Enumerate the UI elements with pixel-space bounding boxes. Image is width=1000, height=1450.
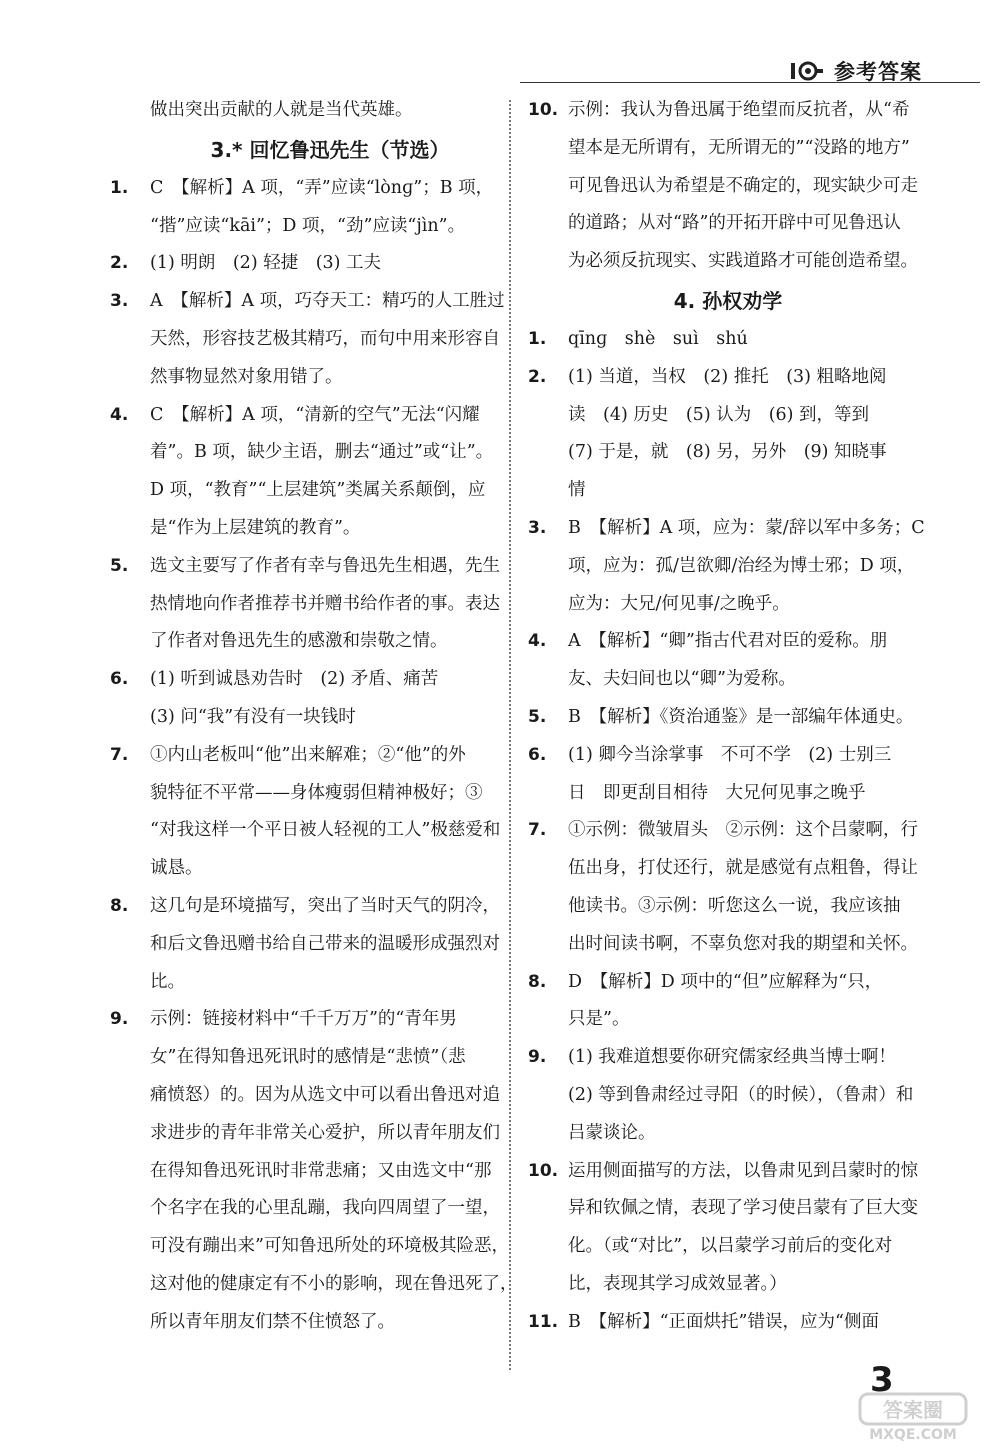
section-title: 3.* 回忆鲁迅先生（节选） [210,137,450,162]
answer-item [110,283,550,321]
answer-text-continued: 着”。B 项，缺少主语，删去“通过”或“让”。 [150,442,494,463]
answer-text: (1) 卿今当涂掌事 不可不学 (2) 士别三 [568,744,892,765]
header-title: 参考答案 [834,60,922,84]
answer-text: 这几句是环境描写，突出了当时天气的阴冷， [150,895,500,916]
answer-text: 运用侧面描写的方法，以鲁肃见到吕蒙时的惊 [568,1160,918,1181]
answer-item [528,964,928,1002]
answer-text-continued: 然事物显然对象用错了。 [150,366,343,387]
svg-text:MXQE.COM: MXQE.COM [869,1427,957,1442]
book-logo-icon [790,60,824,82]
answer-text-continued: 是“作为上层建筑的教育”。 [150,517,361,538]
answer-item [110,170,550,208]
answer-text: D 【解析】D 项中的“但”应解释为“只， [568,971,883,992]
answer-text-continued: 的道路；从对“路”的开拓开辟中可见鲁迅认 [568,213,901,234]
right-column [528,92,928,1342]
answer-text: A 【解析】“卿”指古代君对臣的爱称。朋 [568,631,888,652]
answer-number: 3. [528,517,547,538]
answer-text: (1) 我难道想要你研究儒家经典当博士啊！ [568,1047,896,1068]
left-column [110,92,550,1342]
answer-number: 6. [110,669,129,690]
answer-item [110,245,550,283]
answer-text-continued: 求进步的青年非常关心爱护，所以青年朋友们 [150,1122,500,1143]
answer-text: (1) 听到诚恳劝告时 (2) 矛盾、痛苦 [150,669,439,690]
answer-text-continued: 望本是无所谓有，无所谓无的”“没路的地方” [568,137,910,158]
answer-text-continued: 痛愤怒）的。因为从选文中可以看出鲁迅对追 [150,1084,500,1105]
answer-text-continued: 诚恳。 [150,858,203,879]
answer-number: 4. [528,631,547,652]
answer-item [528,92,928,130]
answer-text-continued: 貌特征不平常——身体瘦弱但精神极好；③ [150,782,483,803]
answer-text: ①示例：微皱眉头 ②示例：这个吕蒙啊，行 [568,820,918,841]
answer-number: 9. [110,1009,129,1030]
answer-item [528,1304,928,1342]
answer-item [528,510,928,548]
answer-item [528,623,928,661]
answer-number: 8. [528,971,547,992]
answer-text-continued: 友、夫妇间也以“卿”为爱称。 [568,669,796,690]
answer-text-continued: (2) 等到鲁肃经过寻阳（的时候），（鲁肃）和 [568,1084,914,1105]
answer-text-continued: (7) 于是，就 (8) 另，另外 (9) 知晓事 [568,442,887,463]
answer-text-continued: 比。 [150,971,185,992]
answer-text: B 【解析】A 项，应为：蒙/辞以军中多务；C [568,517,925,538]
answer-item [110,1001,550,1039]
answer-number: 9. [528,1047,547,1068]
answer-number: 6. [528,744,547,765]
answer-item [528,812,928,850]
answer-text-continued: 热情地向作者推荐书并赠书给作者的事。表达 [150,593,500,614]
svg-text:答案圈: 答案圈 [883,1398,943,1422]
answer-text-continued: 比，表现其学习成效显著。） [568,1273,787,1294]
answer-text-continued: 可没有蹦出来”可知鲁迅所处的环境极其险恶， [150,1236,509,1257]
answer-item [528,1039,928,1077]
answer-text-continued: “对我这样一个平日被人轻视的工人”极慈爱和 [150,820,501,841]
answer-number: 7. [528,820,547,841]
answer-text-continued: 日 即更刮目相待 大兄何见事之晚乎 [568,782,866,803]
answer-text: C 【解析】A 项，“弄”应读“lònɡ”；B 项， [150,177,494,198]
answer-item [110,397,550,435]
answer-number: 8. [110,895,129,916]
page-number: 3 [870,1360,894,1400]
answer-number: 1. [528,328,547,349]
answer-item [528,359,928,397]
answer-text: 做出突出贡献的人就是当代英雄。 [150,100,413,120]
answer-text: (1) 当道，当权 (2) 推托 (3) 粗略地阅 [568,366,887,387]
answer-text-continued: 为必须反抗现实、实践道路才可能创造希望。 [568,251,918,272]
answer-number: 5. [528,706,547,727]
answer-text-continued: 和后文鲁迅赠书给自己带来的温暖形成强烈对 [150,933,500,954]
answer-text-continued: 读 (4) 历史 (5) 认为 (6) 到，等到 [568,404,870,425]
answer-item [110,888,550,926]
answer-text-continued: 应为：大兄/何见事/之晚乎。 [568,593,790,614]
answer-item [110,661,550,699]
answer-text-continued: 吕蒙谈论。 [568,1122,656,1143]
answer-text: 示例：链接材料中“千千万万”的“青年男 [150,1009,457,1030]
answer-text: (1) 明朗 (2) 轻捷 (3) 工夫 [150,253,382,274]
answer-number: 10. [528,1160,559,1181]
answer-text-continued: 项，应为：孤/岂欲卿/治经为博士邪；D 项， [568,555,915,576]
answer-number: 5. [110,555,129,576]
answer-number [110,92,150,130]
answer-text-continued: 情 [568,480,586,501]
header-rule [520,82,980,83]
answer-text-continued: 所以青年朋友们禁不住愤怒了。 [150,1311,395,1332]
answer-text-continued: 他读书。③示例：听您这么一说，我应该抽 [568,895,901,916]
answer-number: 4. [110,404,129,425]
answer-item [110,548,550,586]
answer-text: C 【解析】A 项，“清新的空气”无法“闪耀 [150,404,480,425]
answer-text-continued: 天然，形容技艺极其精巧，而句中用来形容自 [150,328,500,349]
answer-text-continued: (3) 问“我”有没有一块钱时 [150,706,356,727]
answer-text: A 【解析】A 项，巧夺天工：精巧的人工胜过 [150,291,505,312]
answer-text: ①内山老板叫“他”出来解难；②“他”的外 [150,744,466,765]
answer-text-continued: 只是”。 [568,1009,630,1030]
answer-item [528,737,928,775]
answer-item [110,92,550,130]
answer-text-continued: 异和钦佩之情，表现了学习使吕蒙有了巨大变 [568,1198,918,1219]
answer-number: 2. [110,253,129,274]
answer-number: 3. [110,291,129,312]
answer-text: B 【解析】《资治通鉴》是一部编年体通史。 [568,706,914,727]
answer-number: 10. [528,100,559,120]
answer-number: 1. [110,177,129,198]
answer-item [528,699,928,737]
answer-text-continued: 这对他的健康定有不小的影响，现在鲁迅死了， [150,1273,518,1294]
answer-text: 示例：我认为鲁迅属于绝望而反抗者，从“希 [568,100,910,120]
answer-text-continued: 在得知鲁迅死讯时非常悲痛；又由选文中“那 [150,1160,492,1181]
answer-item [110,737,550,775]
answer-number: 11. [528,1311,559,1332]
answer-text-continued: 个名字在我的心里乱蹦，我向四周望了一望， [150,1198,500,1219]
answer-text: qīnɡ shè suì shú [568,328,748,349]
section-title: 4. 孙权劝学 [673,288,783,313]
answer-text-continued: 女”在得知鲁迅死讯时的感情是“悲愤”（悲 [150,1047,466,1068]
answer-text-continued: 伍出身，打仗还行，就是感觉有点粗鲁，得让 [568,858,918,879]
answer-text-continued: “揩”应读“kāi”；D 项，“劲”应读“jìn”。 [150,215,466,236]
answer-text-continued: 化。（或“对比”，以吕蒙学习前后的变化对 [568,1236,893,1257]
answer-item [528,321,928,359]
answer-number: 7. [110,744,129,765]
answer-number: 2. [528,366,547,387]
answer-text-continued: 出时间读书啊，不辜负您对我的期望和关怀。 [568,933,918,954]
watermark-stamp [858,1392,968,1442]
answer-text-continued: 可见鲁迅认为希望是不确定的，现实缺少可走 [568,175,918,196]
answer-item [528,1153,928,1191]
answer-text: B 【解析】“正面烘托”错误，应为“侧面 [568,1311,879,1332]
answer-text-continued: 了作者对鲁迅先生的感激和崇敬之情。 [150,631,448,652]
answer-text-continued: D 项，“教育”“上层建筑”类属关系颠倒，应 [150,480,486,501]
answer-text: 选文主要写了作者有幸与鲁迅先生相遇，先生 [150,555,500,576]
